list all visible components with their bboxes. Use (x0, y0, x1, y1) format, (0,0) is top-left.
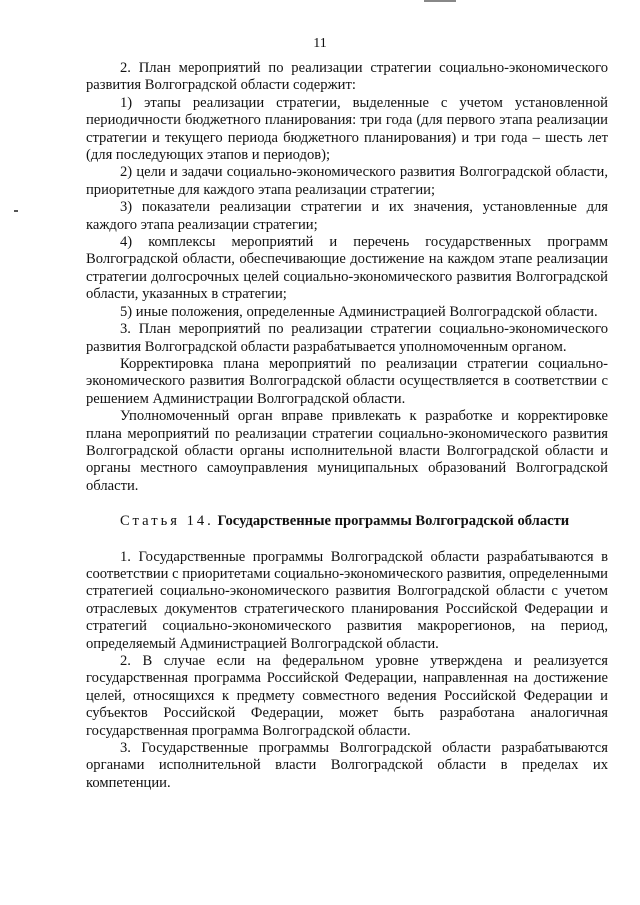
list-item-1: 1) этапы реализации стратегии, выделенные с учетом установленной периодичности бюджетного планирования: три года (для первого этапа реализации стратегии и текущего периода бюджетного планирования) и три года – шесть лет (для последующих этапов и периодов); (86, 94, 608, 164)
page-number: 11 (313, 36, 327, 51)
paragraph: 2. План мероприятий по реализации стратегии социально-экономического развития Волгоградской области содержит: (86, 60, 608, 94)
scan-artifact-mark (14, 210, 18, 212)
list-item-2: 2) цели и задачи социально-экономического развития Волгоградской области, приоритетные для каждого этапа реализации стратегии; (86, 164, 608, 198)
list-item-4: 4) комплексы мероприятий и перечень государственных программ Волгоградской области, обеспечивающие достижение на каждом этапе реализации стратегии долгосрочных целей социально-экономического развития Волгоградской области, указанных в стратегии; (86, 234, 608, 303)
list-item-5: 5) иные положения, определенные Администрацией Волгоградской области. (120, 303, 598, 320)
list-item-3: 3) показатели реализации стратегии и их значения, установленные для каждого этапа реализации стратегии; (86, 199, 608, 233)
paragraph: 3. Государственные программы Волгоградской области разрабатываются органами исполнительной власти Волгоградской области в пределах их компетенции. (86, 740, 608, 791)
article-label: Статья 14. (120, 513, 214, 530)
paragraph: 1. Государственные программы Волгоградской области разрабатываются в соответствии с приоритетами социально-экономического развития, определенными стратегией социально-экономического развития Волгоградской области с учетом отраслевых документов стратегического планирования Российской Федерации и стратегий социально-экономического развития макрорегионов, на период, определяемый Администрацией Волгоградской области. (86, 548, 608, 652)
article-title: Государственные программы Волгоградской области (217, 513, 570, 530)
document-body (86, 60, 608, 792)
paragraph: 3. План мероприятий по реализации стратегии социально-экономического развития Волгоградской области разрабатывается уполномоченным органом. (86, 321, 608, 355)
scan-artifact-line (424, 0, 456, 2)
paragraph: Уполномоченный орган вправе привлекать к разработке и корректировке плана мероприятий по реализации стратегии социально-экономического развития Волгоградской области органы исполнительной власти Волгоградской области и органы местного самоуправления муниципальных образований Волгоградской области. (86, 408, 608, 494)
article-heading (86, 513, 608, 530)
paragraph: Корректировка плана мероприятий по реализации стратегии социально-экономического развития Волгоградской области осуществляется в соответствии с решением Администрации Волгоградской области. (86, 355, 608, 407)
paragraph: 2. В случае если на федеральном уровне утверждена и реализуется государственная программа Российской Федерации, направленная на достижение целей, относящихся к предмету совместного ведения Российской Федерации и субъектов Российской Федерации, может быть разработана аналогичная государственная программа Волгоградской области. (86, 653, 608, 739)
